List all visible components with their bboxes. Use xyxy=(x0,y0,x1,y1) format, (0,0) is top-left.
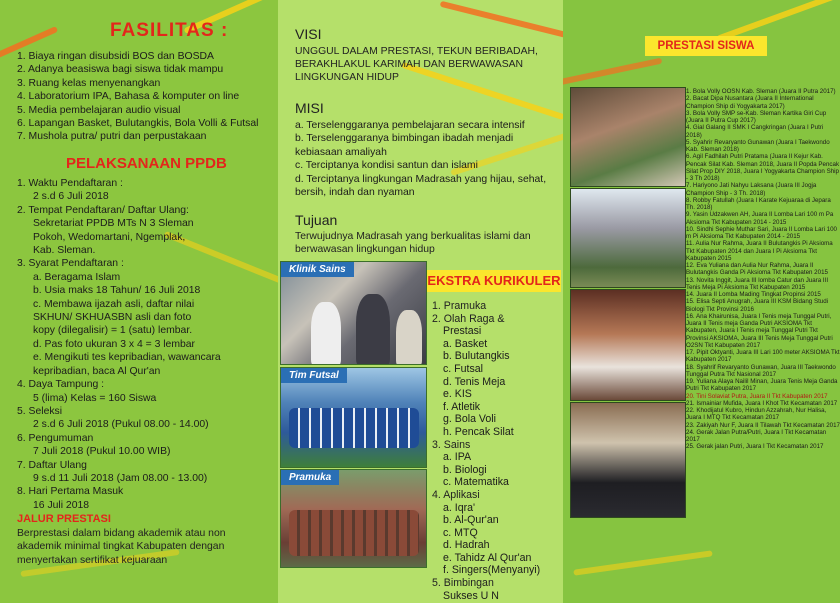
list-item: b. Biologi xyxy=(443,463,487,476)
list-item: a. Iqra' xyxy=(443,501,476,514)
list-item: 6. Agil Fadhilah Putri Pratama (Juara II Kejur Kab. Pencak Silat Kab. Sleman 2018, Juara II Popda Pencak Silat Prop DIY 2018, Juara I Yogyakarta Champion Ship - 3 Th 2018) xyxy=(686,153,840,182)
list-item: b. Terselenggaranya bimbingan ibadah menjadi kebiasaan amaliyah xyxy=(295,133,514,158)
list-item: kopy (dilegalisir) = 1 (satu) lembar. xyxy=(33,325,193,337)
list-item: 7. Hariyono Jati Nahyu Laksana (Juara III Jogja Champion Ship - 3 Th. 2018) xyxy=(686,182,817,197)
list-item: a. IPA xyxy=(443,451,472,464)
list-item: 15. Elisa Septi Anugrah, Juara III KSM Bidang Studi Biologi Tkt Provinsi 2016 xyxy=(686,298,829,313)
decor-stripe xyxy=(440,1,563,46)
list-item: 25. Gerak jalan Putri, Juara I Tkt Kecamatan 2017 xyxy=(686,443,824,451)
list-item: 8. Robby Fatullah (Juara I Karate Kejuaraa di Jepara Th. 2018) xyxy=(686,196,831,211)
list-item: 21. Ismainiar Mufida, Juara I Khot Tkt Kecamatan 2017 xyxy=(686,399,838,407)
list-item: e. Tahidz Al Qur'an xyxy=(443,551,532,564)
list-item: e. KIS xyxy=(443,388,472,401)
ekstra-list xyxy=(432,300,562,602)
panel-middle xyxy=(278,0,563,603)
list-item: b. Usia maks 18 Tahun/ 16 Juli 2018 xyxy=(33,285,201,297)
list-item: 16 Juli 2018 xyxy=(33,499,90,511)
list-item: g. Bola Voli xyxy=(443,413,497,426)
misi-list xyxy=(295,119,557,199)
ppdb-list xyxy=(17,177,275,512)
list-item: 2. Adanya beasiswa bagi siswa tidak mampu xyxy=(17,64,224,76)
panel-left xyxy=(0,0,278,603)
list-item: d. Tenis Meja xyxy=(443,375,506,388)
photo-achievers-2 xyxy=(570,188,686,288)
list-item: 5. Bimbingan xyxy=(432,577,494,590)
ekstra-title: EKSTRA KURIKULER xyxy=(427,270,561,292)
list-item: a. Beragama Islam xyxy=(33,271,121,283)
misi-title: MISI xyxy=(295,100,324,116)
list-item: 1. Bola Volly OOSN Kab. Sleman (Juara II Putra 2017) xyxy=(686,88,836,95)
list-item: 12. Eva Yuliana dan Aulia Nur Rahma, Juara II Bulutangkis Ganda Pi Aksioma Tkt Kabupaten 2015 xyxy=(686,262,828,277)
list-item: b. Al-Qur'an xyxy=(443,514,499,527)
list-item: 5 (lima) Kelas = 160 Siswa xyxy=(33,392,157,404)
list-item: 18. Syahrif Revaryanto Gunawan, Juara III Taekwondo Tunggal Putra Tkt Nasional 2017 xyxy=(686,363,836,378)
list-item: e. Mengikuti tes kepribadian, wawancara xyxy=(33,352,221,364)
list-item: Prestasi xyxy=(443,325,482,338)
list-item: 22. Khodijatul Kubro, Hindun Azzahrah, Nur Halisa, Juara I MTQ Tkt Kecamatan 2017 xyxy=(686,407,827,422)
list-item: 16. Ana Khairunisa, Juara I Tenis meja Tunggal Putri, Juara II Tenis meja Ganda Putri AKSIOMA Tkt Kabupaten, Juara I Tenis meja Tunggal Putri Tkt Provinsi AKSIOMA, Juara III Tenis Meja Tunggal Putri O2SN Tkt Kabupaten 2017 xyxy=(686,312,833,349)
list-item: c. Matematika xyxy=(443,476,509,489)
list-item: a. Basket xyxy=(443,337,488,350)
list-item: 3. Sains xyxy=(432,438,471,451)
list-item: 1. Pramuka xyxy=(432,300,487,312)
list-item: 2 s.d 6 Juli 2018 (Pukul 08.00 - 14.00) xyxy=(33,419,209,431)
list-item: 17. Pipit Oktyanti, Juara III Lari 100 meter AKSIOMA Tkt Kabupaten 2017 xyxy=(686,349,840,364)
list-item: 23. Zakiyah Nur F, Juara II Tilawah Tkt Kecamatan 2017 xyxy=(686,421,840,429)
list-item: 5. Syahrir Revaryanto Gunawan (Juara I Taekwondo Kab. Sleman 2018) xyxy=(686,138,830,153)
list-item: c. Membawa ijazah asli, daftar nilai xyxy=(33,298,195,310)
ppdb-title: PELAKSANAAN PPDB xyxy=(66,155,227,172)
visi-text: UNGGUL DALAM PRESTASI, TEKUN BERIBADAH, BERAKHLAKUL KARIMAH DAN BERWAWASAN LINGKUNGAN HIDUP xyxy=(295,46,538,83)
tujuan-title: Tujuan xyxy=(295,212,338,228)
pramuka-label: Pramuka xyxy=(281,470,339,485)
list-item: 20. Tini Solaviat Putra, Juara II Tkt Kabupaten 2017 xyxy=(686,392,828,400)
list-item: 3. Syarat Pendaftaran : xyxy=(17,258,124,270)
list-item: c. Futsal xyxy=(443,362,484,375)
list-item: 4. Aplikasi xyxy=(432,488,480,501)
list-item: 4. Laboratorium IPA, Bahasa & komputer on line xyxy=(17,91,240,103)
list-item: 14. Juara II Lomba Mading Tingkat Propinsi 2015 xyxy=(686,291,821,298)
jalur-prestasi-title: JALUR PRESTASI xyxy=(17,513,111,525)
decor-stripe xyxy=(573,550,712,575)
list-item: 1. Biaya ringan disubsidi BOS dan BOSDA xyxy=(17,51,214,62)
photo-tim-futsal xyxy=(280,367,427,468)
decor-stripe xyxy=(563,58,662,89)
list-item: 13. Novita Inggit, Juara III lomba Catur dan Juara III Tenis Meja Pi Aksioma Tkt Kabupaten 2015 xyxy=(686,276,829,291)
list-item: 2. Tempat Pendaftaran/ Daftar Ulang: xyxy=(17,204,189,216)
list-item: c. Terciptanya kondisi santun dan islami xyxy=(295,160,478,172)
list-item: 3. Bola Volly SMP se-Kab. Sleman Kartika Giri Cup (Juara II Putra Cup 2017) xyxy=(686,109,827,124)
list-item: 24. Gerak Jalan Putra/Putri, Juara I Tkt Kecamatan 2017 xyxy=(686,428,827,443)
list-item: Sukses U N xyxy=(443,589,499,602)
list-item: 10. Sindhi Sephie Muthar Sari, Juara II Lomba Lari 100 m Pi Aksioma Tkt Kabupaten 2014 - 2015 xyxy=(686,225,837,240)
klinik-sains-label: Klinik Sains xyxy=(281,262,354,277)
list-item: 7. Daftar Ulang xyxy=(17,459,87,471)
visi-title: VISI xyxy=(295,26,322,42)
list-item: 19. Yuliana Alaya Nailil Minan, Juara Tenis Meja Ganda Putri Tkt Kabupaten 2017 xyxy=(686,378,838,393)
list-item: d. Hadrah xyxy=(443,539,490,552)
photo-achievers-3 xyxy=(570,289,686,401)
list-item: 11. Aulia Nur Rahma, Juara II Bulutangkis Pi Aksioma Tkt Kabupaten 2014 dan Juara I Pi Aksioma Tkt Kabupaten 2015 xyxy=(686,240,833,262)
list-item: kepribadian, baca Al Qur'an xyxy=(33,365,161,377)
list-item: 4. Daya Tampung : xyxy=(17,379,105,391)
fasilitas-title: FASILITAS : xyxy=(110,20,229,41)
fasilitas-list xyxy=(17,50,267,144)
photo-achievers-1 xyxy=(570,87,686,187)
tim-futsal-label: Tim Futsal xyxy=(281,368,347,383)
list-item: d. Terciptanya lingkungan Madrasah yang hijau, sehat, bersih, indah dan nyaman xyxy=(295,173,547,199)
list-item: 2. Bacat Dipa Nusantara (Juara II International Champion Ship di Yogyakarta 2017) xyxy=(686,95,814,110)
list-item: a. Terselenggaranya pembelajaran secara intensif xyxy=(295,120,525,131)
prestasi-list xyxy=(686,88,840,451)
list-item: 5. Seleksi xyxy=(17,405,63,417)
list-item: 7. Mushola putra/ putri dan perpustakaan xyxy=(17,131,207,143)
prestasi-title: PRESTASI SISWA xyxy=(645,36,767,56)
list-item: 3. Ruang kelas menyenangkan xyxy=(17,77,161,89)
list-item: Pokoh, Wedomartani, Ngemplak, xyxy=(33,231,186,243)
panel-right xyxy=(563,0,840,603)
list-item: f. Atletik xyxy=(443,400,481,413)
list-item: f. Singers(Menyanyi) xyxy=(443,564,541,577)
photo-klinik-sains xyxy=(280,261,427,365)
list-item: 1. Waktu Pendaftaran : xyxy=(17,178,123,189)
list-item: 7 Juli 2018 (Pukul 10.00 WIB) xyxy=(33,446,171,458)
list-item: 4. Gial Galang II SMK I Cangkringan (Juara I Putri 2018) xyxy=(686,124,824,139)
list-item: 9. Yasin Udzakwen AH, Juara II Lomba Lari 100 m Pa Aksioma Tkt Kabupaten 2014 - 2015 xyxy=(686,211,834,226)
photo-pramuka xyxy=(280,469,427,568)
tujuan-text: Terwujudnya Madrasah yang berkualitas islami dan berwawasan lingkungan hidup xyxy=(295,231,531,255)
list-item: c. MTQ xyxy=(443,526,478,539)
photo-achievers-4 xyxy=(570,402,686,518)
list-item: 2 s.d 6 Juli 2018 xyxy=(33,191,109,203)
list-item: 9 s.d 11 Juli 2018 (Jam 08.00 - 13.00) xyxy=(33,472,208,484)
list-item: Kab. Sleman. xyxy=(33,245,96,257)
jalur-prestasi-text: Berprestasi dalam bidang akademik atau non akademik minimal tingkat Kabupaten dengan menyertakan sertifikat kejuaraan xyxy=(17,528,226,566)
list-item: 6. Lapangan Basket, Bulutangkis, Bola Volli & Futsal xyxy=(17,118,259,130)
list-item: b. Bulutangkis xyxy=(443,350,510,363)
list-item: 6. Pengumuman xyxy=(17,432,94,444)
list-item: 2. Olah Raga & xyxy=(432,312,505,325)
list-item: 8. Hari Pertama Masuk xyxy=(17,486,124,498)
list-item: 5. Media pembelajaran audio visual xyxy=(17,104,181,116)
list-item: Sekretariat PPDB MTs N 3 Sleman xyxy=(33,218,194,230)
list-item: h. Pencak Silat xyxy=(443,425,514,438)
list-item: SKHUN/ SKHUASBN asli dan foto xyxy=(33,312,192,324)
list-item: d. Pas foto ukuran 3 x 4 = 3 lembar xyxy=(33,338,196,350)
